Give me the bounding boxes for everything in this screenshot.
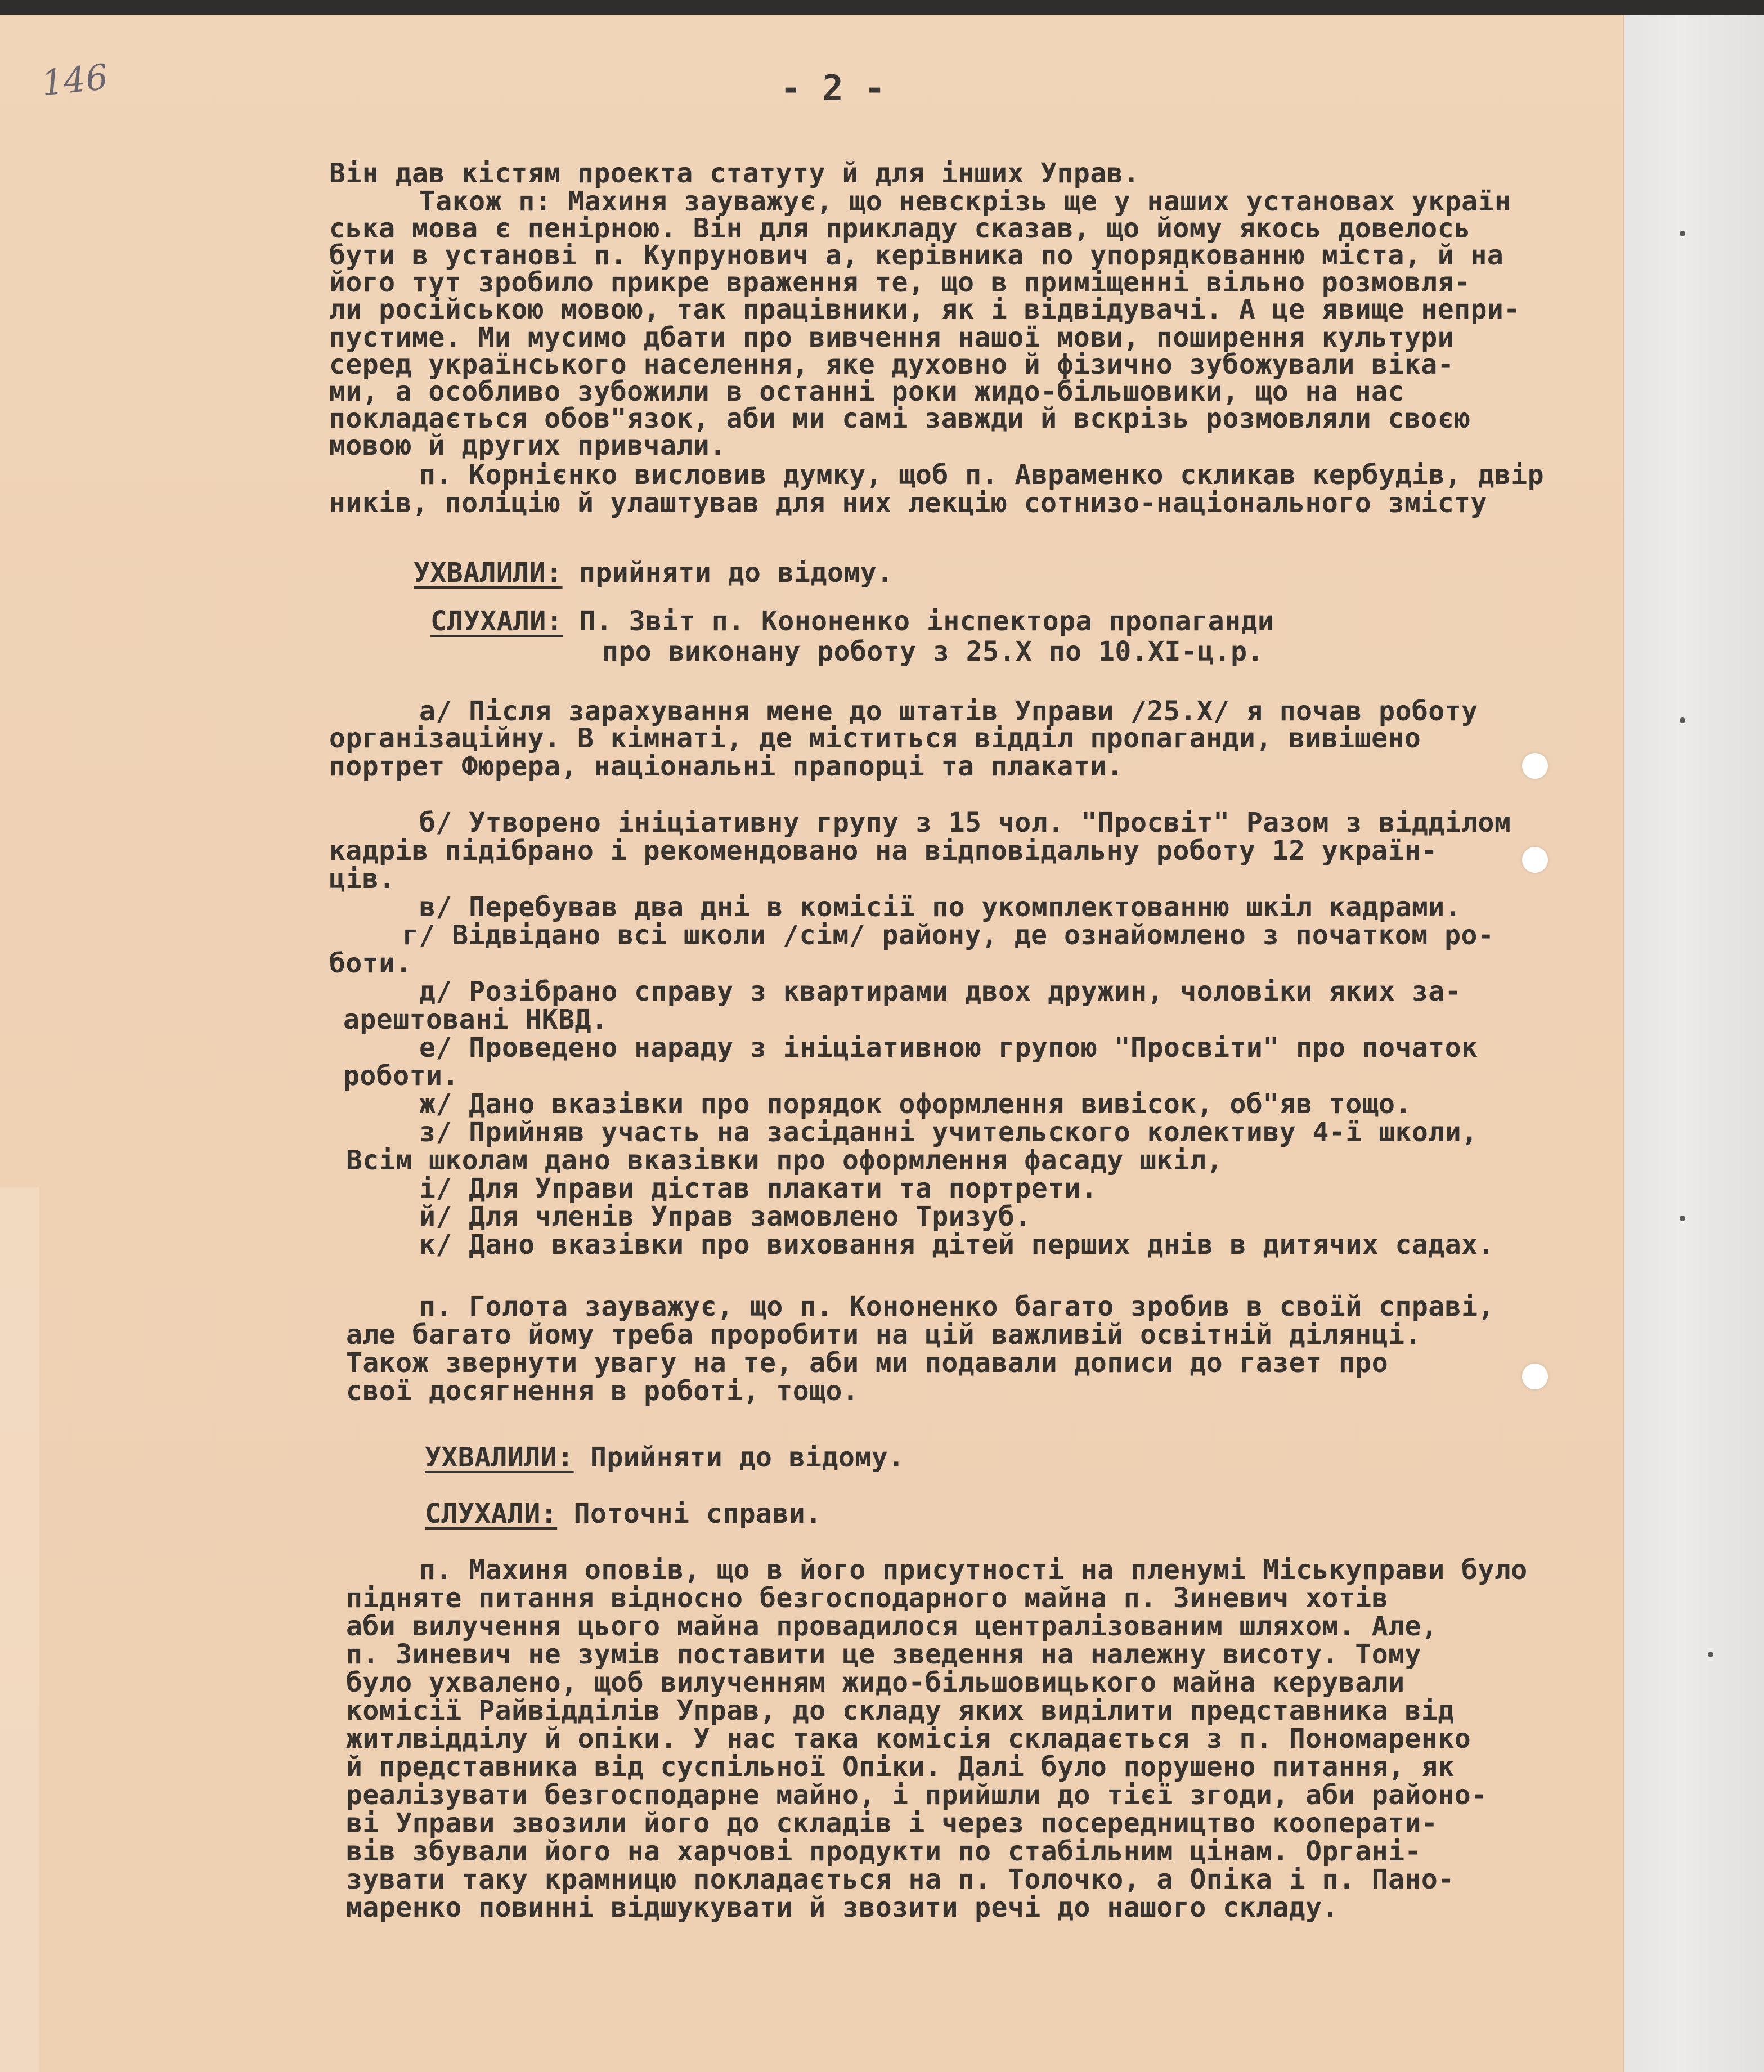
text-line: роботи. — [343, 1060, 459, 1092]
text-line: к/ Дано вказівки про виховання дітей перших днів в дитячих садах. — [419, 1229, 1494, 1261]
text-line: про виконану роботу з 25.Х по 10.ХІ-ц.р. — [602, 636, 1264, 667]
text-line: Також звернути увагу на те, аби ми подавали дописи до газет про — [346, 1347, 1389, 1379]
text-line: аби вилучення цього майна провадилося централізованим шляхом. Але, — [346, 1611, 1438, 1642]
text-line: ж/ Дано вказівки про порядок оформлення вивісок, об"яв тощо. — [419, 1088, 1412, 1120]
page-number: - 2 - — [780, 68, 886, 109]
section-heading: СЛУХАЛИ: — [430, 606, 563, 637]
text-line: кадрів підібрано і рекомендовано на відповідальну роботу 12 україн- — [329, 835, 1438, 867]
text-line: ників, поліцію й улаштував для них лекцію сотнизо-національного змісту — [329, 487, 1487, 519]
text-line: ми, а особливо зубожили в останні роки жидо-більшовики, що на нас — [329, 376, 1404, 407]
text-line: в/ Перебував два дні в комісії по укомплектованню шкіл кадрами. — [419, 891, 1462, 923]
text-line: п. Корнієнко висловив думку, щоб п. Авраменко скликав кербудів, двір — [419, 459, 1545, 491]
text-line: пустиме. Ми мусимо дбати про вивчення нашої мови, поширення культури — [329, 322, 1455, 353]
text-line: п. Голота зауважує, що п. Кононенко багато зробив в своїй справі, — [419, 1291, 1494, 1322]
handwritten-folio-number: 146 — [39, 56, 110, 104]
section-heading: СЛУХАЛИ: — [425, 1498, 558, 1530]
text-line: комісії Райвідділів Управ, до складу яких виділити представника від — [346, 1695, 1455, 1726]
text-line: Всім школам дано вказівки про оформлення фасаду шкіл, — [346, 1145, 1223, 1176]
text-line: арештовані НКВД. — [343, 1004, 608, 1035]
scan-border — [0, 0, 1764, 15]
text-line: ві Управи звозили його до складів і через посередництво кооперати- — [346, 1808, 1438, 1839]
text-line: було ухвалено, щоб вилученням жидо-більшовицького майна керували — [346, 1667, 1405, 1698]
text-line: свої досягнення в роботі, тощо. — [346, 1375, 859, 1407]
text-line: мовою й других привчали. — [329, 430, 726, 461]
text-line: з/ Прийняв участь на засіданні учительского колективу 4-ї школи, — [419, 1116, 1478, 1148]
text-line: боти. — [329, 948, 412, 979]
text-line: б/ Утворено ініціативну групу з 15 чол. "Просвіт" Разом з відділом — [419, 807, 1511, 838]
text-line: п. Махиня оповів, що в його присутності на пленумі Міськуправи було — [419, 1554, 1528, 1586]
text-line: вів збували його на харчові продукти по стабільним цінам. Органі- — [346, 1836, 1421, 1867]
text-line: бути в установі п. Купрунович а, керівника по упорядкованню міста, й на — [329, 240, 1504, 271]
text-line: а/ Після зарахування мене до штатів Управи /25.Х/ я почав роботу — [419, 696, 1478, 727]
text-line: його тут зробило прикре враження те, що в приміщенні вільно розмовля- — [329, 267, 1471, 298]
text-line: покладається обов"язок, аби ми самі завжди й вскрізь розмовляли своєю — [329, 403, 1471, 434]
text-line: підняте питання відносно безгосподарного майна п. Зиневич хотів — [346, 1582, 1389, 1614]
text-line: СЛУХАЛИ: П. Звіт п. Кононенко інспектора пропаганди — [430, 606, 1274, 637]
text-line: зувати таку крамницю покладається на п. Толочко, а Опіка і п. Пано- — [346, 1864, 1455, 1895]
text-line: СЛУХАЛИ: Поточні справи. — [425, 1498, 822, 1530]
text-line: ців. — [329, 863, 396, 895]
text-line: й/ Для членів Управ замовлено Тризуб. — [419, 1201, 1031, 1232]
text-line: реалізувати безгосподарне майно, і прийшли до тієї згоди, аби районо- — [346, 1779, 1488, 1811]
page-edge-shade — [0, 1187, 39, 2072]
text-line: Він дав кістям проекта статуту й для інших Управ. — [329, 158, 1140, 189]
section-heading: УХВАЛИЛИ: — [425, 1442, 574, 1473]
text-line: й представника від суспільної Опіки. Далі було порушено питання, як — [346, 1751, 1455, 1783]
text-line: е/ Проведено нараду з ініціативною групою "Просвіти" про початок — [419, 1032, 1478, 1064]
text-line: ли російською мовою, так працівники, як і відвідувачі. А це явище непри- — [329, 294, 1520, 325]
text-line: маренко повинні відшукувати й звозити речі до нашого складу. — [346, 1892, 1339, 1923]
text-line: житлвідділу й опіки. У нас така комісія складається з п. Пономаренко — [346, 1723, 1471, 1755]
text-line: портрет Фюрера, національні прапорці та плакати. — [329, 751, 1124, 782]
section-heading: УХВАЛИЛИ: — [414, 557, 563, 589]
text-line: УХВАЛИЛИ: прийняти до відому. — [414, 557, 894, 589]
text-line: УХВАЛИЛИ: Прийняти до відому. — [425, 1442, 905, 1473]
text-line: д/ Розібрано справу з квартирами двох дружин, чоловіки яких за- — [419, 976, 1462, 1007]
text-line: серед українського населення, яке духовно й фізично зубожували віка- — [329, 349, 1455, 380]
text-line: організаційну. В кімнаті, де міститься відділ пропаганди, вивішено — [329, 723, 1421, 754]
text-line: Також п: Махиня зауважує, що невскрізь ще у наших установах україн — [419, 186, 1511, 217]
text-line: г/ Відвідано всі школи /сім/ району, де ознайомлено з початком ро- — [402, 920, 1494, 951]
text-line: але багато йому треба проробити на цій важливій освітній ділянці. — [346, 1319, 1421, 1351]
text-line: і/ Для Управи дістав плакати та портрети. — [419, 1173, 1098, 1204]
text-line: ська мова є пенірною. Він для прикладу сказав, що йому якось довелось — [329, 213, 1471, 244]
text-line: п. Зиневич не зумів поставити це зведення на належну висоту. Тому — [346, 1639, 1421, 1670]
